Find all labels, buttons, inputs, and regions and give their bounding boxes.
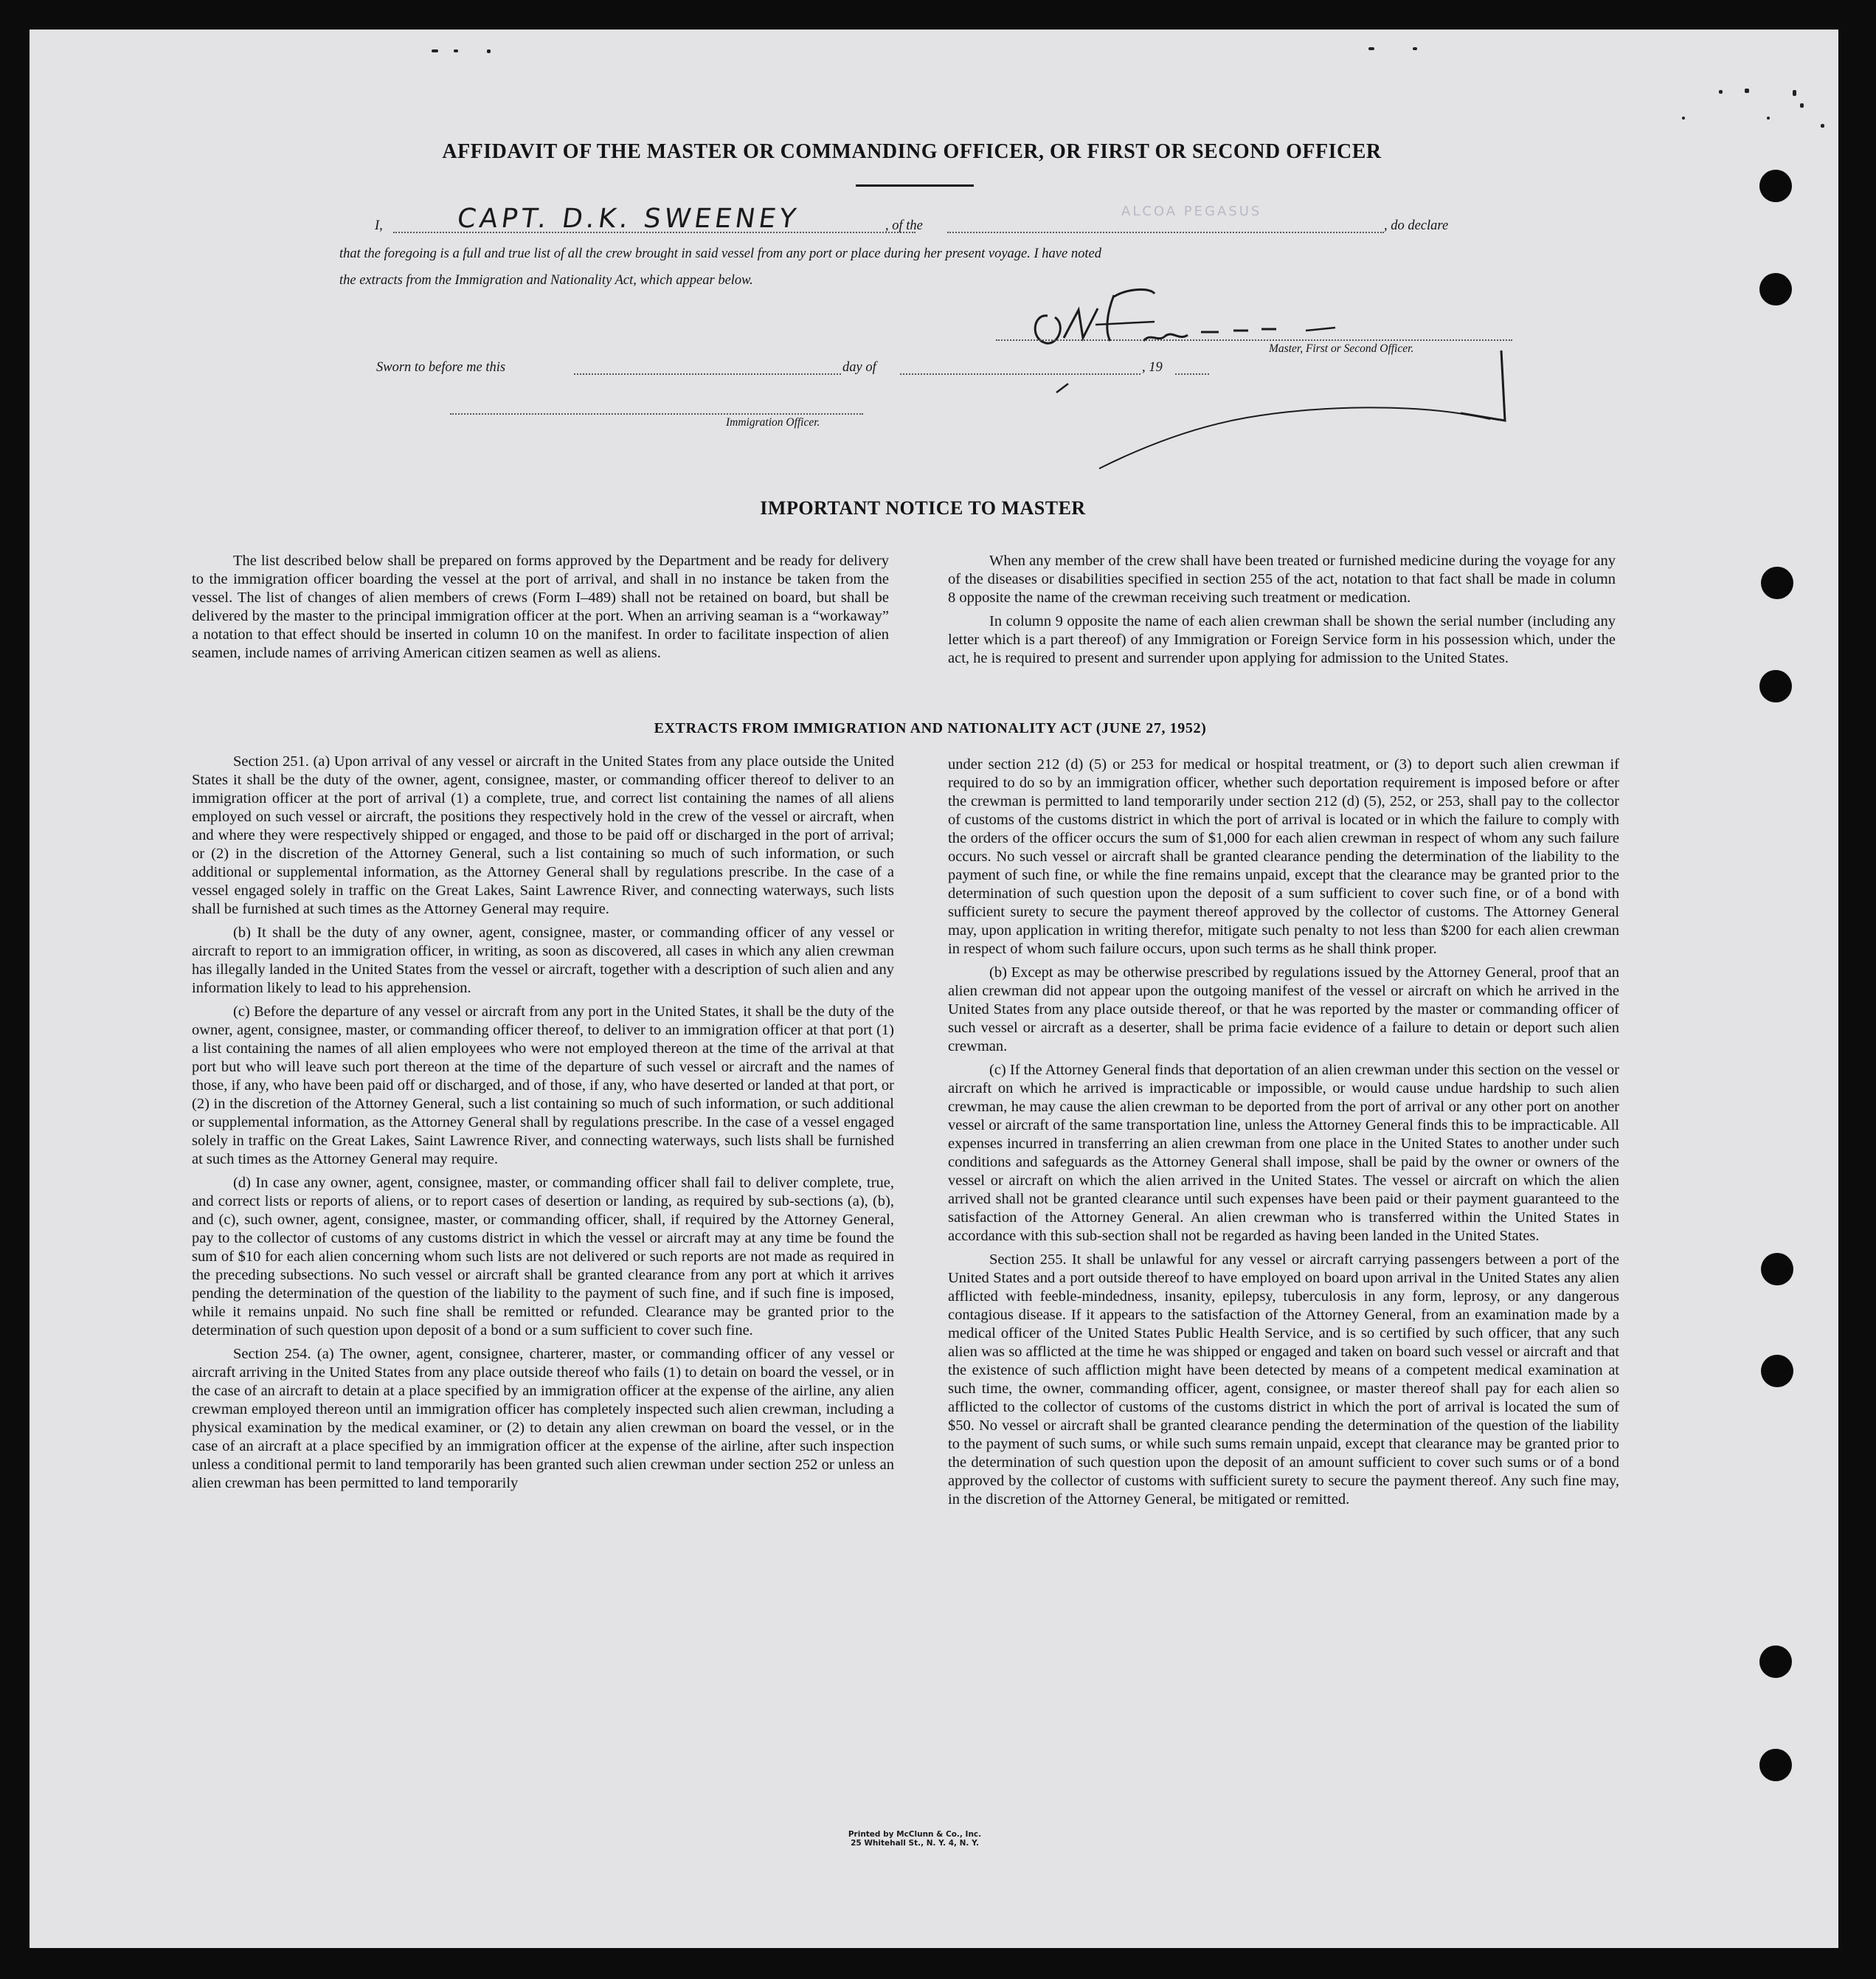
affidavit-title: AFFIDAVIT OF THE MASTER OR COMMANDING OFFICER, OR FIRST OR SECOND OFFICER bbox=[442, 140, 1382, 163]
scan-speck bbox=[1368, 47, 1374, 50]
punch-hole bbox=[1759, 170, 1792, 202]
declaration-prefix: I, bbox=[375, 218, 383, 233]
scan-speck bbox=[1821, 124, 1824, 128]
do-declare-label: , do declare bbox=[1384, 218, 1449, 233]
title-rule bbox=[856, 184, 974, 187]
signature-line bbox=[996, 339, 1512, 341]
scan-speck bbox=[432, 49, 438, 52]
extracts-right-column bbox=[948, 756, 1619, 1514]
punch-hole bbox=[1761, 1253, 1793, 1285]
immigration-officer-line bbox=[450, 413, 863, 415]
section-251b: (b) It shall be the duty of any owner, agent, consignee, master, or commanding officer of any vessel or aircraft to report to an immigration officer, in writing, as soon as discovered, all cases in which any alien crewman has illegally landed in the United States from the vessel or aircraft, together with a description of such alien and any information likely to lead to his apprehension. bbox=[192, 925, 894, 996]
scan-speck bbox=[1767, 117, 1770, 120]
punch-hole bbox=[1761, 567, 1793, 599]
scan-speck bbox=[1800, 103, 1804, 108]
section-251c: (c) Before the departure of any vessel or aircraft from any port in the United States, it shall be the duty of the owner, agent, consignee, master, or commanding officer thereof, to deliver to an immigration officer at that port (1) a list containing the names of all alien employees who were not employed thereon at the time of the arrival at that port but who will leave such port thereon at the time of the departure of such vessel or aircraft and the names of those, if any, who have been paid off or discharged, and of those, if any, who have deserted or landed at that port, or (2) in the discretion of the Attorney General, such a list containing so much of such information, or such additional or supplemental information, as the Attorney General shall by regulations prescribe. In the case of a vessel engaged solely in traffic on the Great Lakes, Saint Lawrence River, and connecting waterways, such lists shall be furnished at such times as the Attorney General may require. bbox=[192, 1004, 894, 1167]
notice-paragraph: In column 9 opposite the name of each alien crewman shall be shown the serial number (including any letter which is a part thereof) of any Immigration or Foreign Service form in his possession which, under the act, he is required to present and surrender upon applying for admission to the United States. bbox=[948, 613, 1616, 666]
extracts-left-column bbox=[192, 753, 894, 1498]
notice-left-column bbox=[192, 552, 889, 668]
section-254c: (c) If the Attorney General finds that deportation of an alien crewman under this section on the vessel or aircraft on which he arrived is impracticable or impossible, or would cause undue hardship to such alien crewman, he may cause the alien crewman to be deported from the port of arrival or any other port on another vessel or aircraft of the same transportation line, unless the Attorney General finds this to be impracticable. All expenses incurred in transferring an alien crewman from one place in the United States to another under such conditions and safeguards as the Attorney General shall impose, shall be paid by the owner or owners of the vessel or aircraft on which the alien arrived in the United States. The vessel or aircraft on which the alien arrived shall not be granted clearance until such expenses have been paid or their payment guaranteed to the satisfaction of the Attorney General. An alien crewman who is transferred within the United States in accordance with this sub-section shall not be regarded as having been landed in the United States. bbox=[948, 1062, 1619, 1244]
section-251a: Section 251. (a) Upon arrival of any vessel or aircraft in the United States from any place outside the United States it shall be the duty of the owner, agent, consignee, master, or commanding officer thereof to deliver to an immigration officer at the port of arrival (1) a complete, true, and correct list containing the names of all aliens employed on such vessel or aircraft, the positions they respectively hold in the crew of the vessel or aircraft, when and where they were respectively shipped or engaged, and those to be paid off or discharged in the port of arrival; or (2) in the discretion of the Attorney General, such a list containing so much of such information, or such additional or supplemental information, as the Attorney General shall by regulations prescribe. In the case of a vessel engaged solely in traffic on the Great Lakes, Saint Lawrence River, and connecting waterways, such lists shall be furnished at such times as the Attorney General may require. bbox=[192, 753, 894, 917]
section-254a: Section 254. (a) The owner, agent, consignee, charterer, master, or commanding officer of any vessel or aircraft arriving in the United States from any place outside thereof who fails (1) to detain on board the vessel, or in the case of an aircraft to detain at a place specified by an immigration officer at the expense of the airline, any alien crewman employed thereon until an immigration officer has completely inspected such alien crewman, including a physical examination by the medical examiner, or (2) to detain any alien crewman on board the vessel, or in the case of an aircraft at a place specified by an immigration officer at the expense of the airline, after such inspection unless a conditional permit to land temporarily has been granted such alien crewman under section 252 or unless an alien crewman has been permitted to land temporarily bbox=[192, 1346, 894, 1491]
printer-imprint bbox=[804, 1830, 1025, 1848]
section-254a-continued: under section 212 (d) (5) or 253 for medical or hospital treatment, or (3) to deport such alien crewman if required to do so by an immigration officer, whether such deportation requirement is imposed before or after the crewman is permitted to land temporarily under section 212 (d) (5), 252, or 253, shall pay to the collector of customs of the customs district in which the port of arrival is located or in which the failure to comply with the orders of the officer occurs the sum of $1,000 for each alien crewman in respect of whom any such failure occurs. No such vessel or aircraft shall be granted clearance pending the determination of the liability to the payment of such fine, or while the fine remains unpaid, except that the clearance may be granted prior to the determination of such question upon the deposit of a sum sufficient to cover such fine, or of a bond with sufficient surety to secure the payment thereof approved by the collector of customs. The Attorney General may, upon application in writing therefor, mitigate such penalty to not less than $200 for each alien crewman in respect of whom such failure occurs, upon such terms as he shall think proper. bbox=[948, 756, 1619, 957]
printer-line-2: 25 Whitehall St., N. Y. 4, N. Y. bbox=[851, 1839, 979, 1848]
scan-speck bbox=[1745, 89, 1749, 93]
day-of-label: day of bbox=[842, 360, 876, 375]
signature-drawing bbox=[1003, 273, 1527, 472]
sworn-day-line bbox=[574, 373, 841, 375]
document-page bbox=[30, 30, 1838, 1948]
printer-line-1: Printed by McClunn & Co., Inc. bbox=[848, 1830, 982, 1839]
year-label: , 19 bbox=[1142, 360, 1163, 375]
scan-speck bbox=[454, 49, 458, 52]
sworn-month-line bbox=[900, 373, 1141, 375]
extracts-title: EXTRACTS FROM IMMIGRATION AND NATIONALITY ACT (JUNE 27, 1952) bbox=[654, 720, 1207, 736]
punch-hole bbox=[1759, 1749, 1792, 1781]
section-251d: (d) In case any owner, agent, consignee, master, or commanding officer shall fail to deliver complete, true, and correct lists or reports of aliens, or to report cases of desertion or landing, as required by sub-sections (a), (b), and (c), such owner, agent, consignee, master, or commanding officer, shall, if required by the Attorney General, pay to the collector of customs of any customs district in which the vessel or aircraft may at any time be found the sum of $10 for each alien concerning whom such lists are not delivered or such reports are not made as required in the preceding subsections. No such vessel or aircraft shall be granted clearance from any port at which it arrives pending the determination of the question of the liability to the payment of such fine, and if such fine is imposed, while it remains unpaid. No such fine shall be remitted or refunded. Clearance may be granted prior to the determination of such question upon deposit of a bond or a sum sufficient to cover such fine. bbox=[192, 1175, 894, 1339]
scan-speck bbox=[1793, 90, 1796, 96]
declaration-line-3: the extracts from the Immigration and Nationality Act, which appear below. bbox=[339, 273, 753, 288]
master-name-handwritten[interactable]: CAPT. D.K. SWEENEY bbox=[455, 204, 802, 234]
punch-hole bbox=[1761, 1355, 1793, 1387]
of-the-label: , of the bbox=[885, 218, 923, 233]
scan-speck bbox=[487, 49, 491, 53]
scan-speck bbox=[1413, 47, 1417, 50]
notice-right-column bbox=[948, 552, 1616, 673]
declaration-line-2: that the foregoing is a full and true list of all the crew brought in said vessel from any port or place during her present voyage. I have noted bbox=[339, 246, 1101, 261]
scan-speck bbox=[1719, 90, 1723, 94]
notice-title: IMPORTANT NOTICE TO MASTER bbox=[760, 497, 1086, 519]
vessel-name-faint: ALCOA PEGASUS bbox=[1121, 204, 1262, 219]
vessel-line bbox=[947, 232, 1384, 233]
section-255: Section 255. It shall be unlawful for any vessel or aircraft carrying passengers between a port of the United States and a port outside thereof to have employed on board upon arrival in the United States any alien afflicted with feeble-mindedness, insanity, epilepsy, tuberculosis in any form, leprosy, or any dangerous contagious disease. If it appears to the satisfaction of the Attorney General, from an examination made by a medical officer of the United States Public Health Service, and is so certified by such officer, that any such alien was so afflicted at the time he was shipped or engaged and taken on board such vessel or aircraft and that the existence of such affliction might have been detected by means of a competent medical examination at such time, the owner, commanding officer, agent, consignee, or master thereof shall pay for each alien so afflicted to the collector of customs of the customs district in which the port of arrival is located the sum of $50. No vessel or aircraft shall be granted clearance pending the determination of the question of the liability to the payment of such sums, or while such sums remain unpaid, except that clearance may be granted prior to the determination of such question upon the deposit of an amount sufficient to cover such sums or of a bond approved by the collector of customs with sufficient surety to secure the payment thereof. Any such fine may, in the discretion of the Attorney General, be mitigated or remitted. bbox=[948, 1251, 1619, 1507]
punch-hole bbox=[1759, 1645, 1792, 1678]
notice-paragraph: When any member of the crew shall have been treated or furnished medicine during the voyage for any of the diseases or disabilities specified in section 255 of the act, notation to that fact shall be made in column 8 opposite the name of the crewman receiving such treatment or medication. bbox=[948, 553, 1616, 606]
scan-speck bbox=[1682, 117, 1685, 120]
notice-paragraph: The list described below shall be prepared on forms approved by the Department and be ready for delivery to the immigration officer boarding the vessel at the port of arrival, and shall in no instance be taken from the vessel. The list of changes of alien members of crews (Form I–489) shall not be retained on board, but shall be delivered by the master to the principal immigration officer at the port. When an arriving seaman is a “workaway” a notation to that effect should be inserted in column 10 on the manifest. In order to facilitate inspection of alien seamen, include names of arriving American citizen seamen as well as aliens. bbox=[192, 553, 889, 661]
sworn-label: Sworn to before me this bbox=[376, 360, 506, 375]
punch-hole bbox=[1759, 273, 1792, 305]
immigration-officer-label: Immigration Officer. bbox=[726, 416, 820, 429]
punch-hole bbox=[1759, 670, 1792, 702]
master-signature-label: Master, First or Second Officer. bbox=[1269, 342, 1414, 355]
sworn-year-line bbox=[1175, 373, 1209, 375]
section-254b: (b) Except as may be otherwise prescribed by regulations issued by the Attorney General, proof that an alien crewman did not appear upon the outgoing manifest of the vessel or aircraft on which he arrived in the United States from any place outside thereof, or that he was reported by the master or commanding officer of such vessel or aircraft as a deserter, shall be prima facie evidence of a failure to detain or deport such alien crewman. bbox=[948, 964, 1619, 1054]
